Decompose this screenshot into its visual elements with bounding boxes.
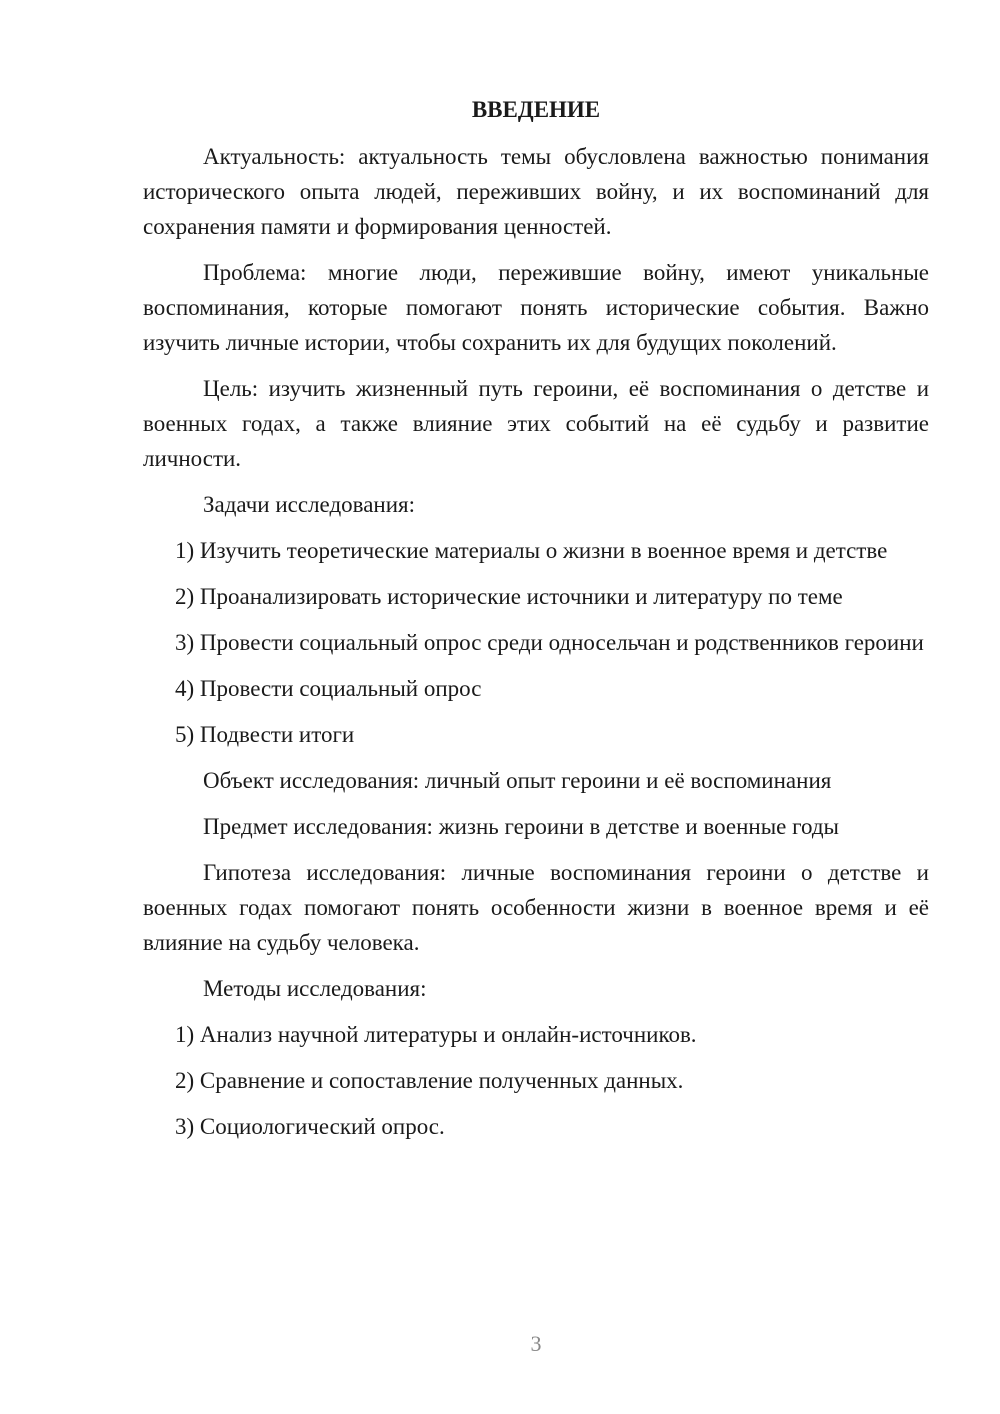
paragraph-hypothesis: Гипотеза исследования: личные воспоминания героини о детстве и военных годах помогают понять особенности жизни в военное время и её влияние на судьбу человека.: [143, 860, 929, 955]
list-item-method-3: 3) Социологический опрос.: [175, 1114, 445, 1139]
paragraph-problem: Проблема: многие люди, пережившие войну, имеют уникальные воспоминания, которые помогают понять исторические события. Важно изучить личные истории, чтобы сохранить их для будущих поколений.: [143, 260, 929, 355]
list-item-task-5: 5) Подвести итоги: [175, 722, 355, 747]
page-number: 3: [530, 1331, 542, 1356]
list-item-method-1: 1) Анализ научной литературы и онлайн-источников.: [175, 1022, 697, 1047]
paragraph-relevance: Актуальность: актуальность темы обусловлена важностью понимания исторического опыта людей, переживших войну, и их воспоминаний для сохранения памяти и формирования ценностей.: [143, 144, 929, 239]
list-item-method-2: 2) Сравнение и сопоставление полученных данных.: [175, 1068, 684, 1093]
paragraph-tasks-heading: Задачи исследования:: [203, 492, 416, 517]
list-item-task-2: 2) Проанализировать исторические источники и литературу по теме: [175, 584, 843, 609]
list-item-task-4: 4) Провести социальный опрос: [175, 676, 482, 701]
document-page: [143, 92, 929, 1155]
paragraph-goal: Цель: изучить жизненный путь героини, её воспоминания о детстве и военных годах, а также влияние этих событий на её судьбу и развитие личности.: [143, 376, 929, 471]
section-title: ВВЕДЕНИЕ: [471, 97, 601, 122]
paragraph-subject: Предмет исследования: жизнь героини в детстве и военные годы: [203, 814, 839, 839]
paragraph-object: Объект исследования: личный опыт героини и её воспоминания: [203, 768, 832, 793]
paragraph-methods-heading: Методы исследования:: [203, 976, 427, 1001]
list-item-task-3: 3) Провести социальный опрос среди односельчан и родственников героини: [175, 630, 924, 655]
list-item-task-1: 1) Изучить теоретические материалы о жизни в военное время и детстве: [175, 538, 888, 563]
